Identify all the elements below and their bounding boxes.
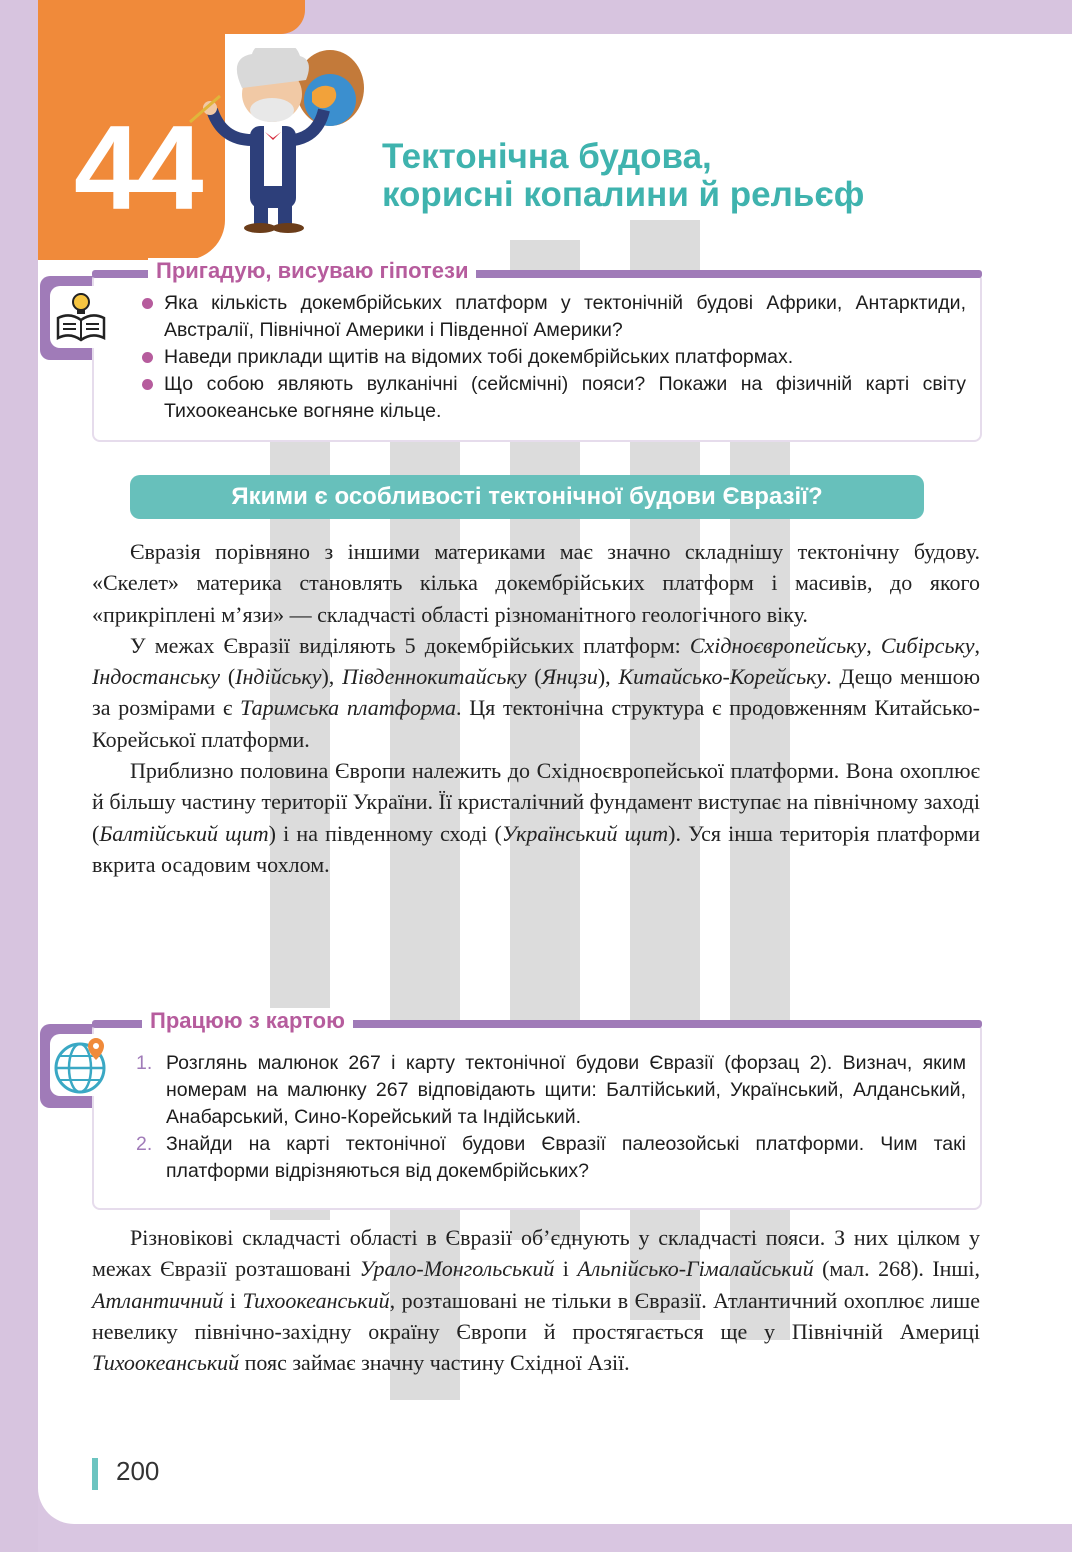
item-number: 2.	[136, 1133, 153, 1155]
item-number: 1.	[136, 1052, 153, 1074]
list-item	[140, 290, 966, 344]
lesson-title	[382, 138, 1032, 214]
list-item	[136, 1131, 966, 1185]
body-text-block-2	[92, 1222, 980, 1378]
list-item-text: Що собою являють вулканічні (сейсмічні) пояси? Покажи на фізичній карті світу Тихоокеанське вогняне кільце.	[164, 373, 966, 422]
list-item-text: Наведи приклади щитів на відомих тобі докембрійських платформах.	[164, 346, 794, 368]
map-box-heading: Працюю з картою	[142, 1008, 353, 1034]
map-box	[92, 1008, 982, 1210]
list-item-text: Розглянь малюнок 267 і карту тектонічної будови Євразії (форзац 2). Визнач, яким номерам на малюнку 267 відповідають щити: Балтійський, Український, Алданський, Анабарський, Сино-Корейський та Індійський.	[166, 1052, 966, 1128]
professor-mascot-illustration	[180, 48, 380, 234]
paragraph: Євразія порівняно з іншими материками має значно складнішу тектонічну будову. «Скелет» материка становлять кілька докембрійських платформ і масивів, до якого «прикріплені м’язи» — складчасті області різноманітного геологічного віку.	[92, 539, 980, 627]
list-item	[136, 1050, 966, 1131]
lesson-title-line-1: Тектонічна будова,	[382, 137, 712, 176]
paragraph: Різновікові складчасті області в Євразії об’єднують у складчасті пояси. З них цілком у межах Євразії розташовані Урало-Монгольський і Альпійсько-Гімалайський (мал. 268). Інші, Атлантичний і Тихоокеанський, розташовані не тільки в Євразії. Атлантичний охоплює лише невелику північно-західну окраїну Європи й простягається ще у Північній Америці Тихоокеанський пояс займає значну частину Східної Азії.	[92, 1225, 980, 1376]
map-task-list	[136, 1050, 966, 1185]
page-number: 200	[116, 1456, 160, 1486]
recall-list	[140, 290, 966, 425]
page-number-bar	[92, 1458, 98, 1490]
recall-box-heading: Пригадую, висуваю гіпотези	[148, 258, 476, 284]
list-item-text: Яка кількість докембрійських платформ у тектонічній будові Африки, Антарктиди, Австралії, Північної Америки і Південної Америки?	[164, 292, 966, 341]
lesson-number: 44	[74, 101, 200, 235]
paragraph: Приблизно половина Європи належить до Східноєвропейської платформи. Вона охоплює й більшу частину території України. Її кристалічний фундамент виступає на північному заході (Балтійський щит) і на південному сході (Український щит). Уся інша територія платформи вкрита осадовим чохлом.	[92, 758, 980, 877]
section-heading: Якими є особливості тектонічної будови Євразії?	[130, 475, 924, 519]
list-item	[140, 344, 966, 371]
bullet-dot	[142, 352, 153, 363]
paragraph: У межах Євразії виділяють 5 докембрійських платформ: Східноєвропейську, Сибірську, Індостанську (Індійську), Південнокитайську (Янцзи), Китайсько-Корейську. Дещо меншою за розмірами є Таримська платформа. Ця тектонічна структура є продовженням Китайсько-Корейської платформи.	[92, 632, 981, 752]
recall-box	[92, 258, 982, 442]
list-item-text: Знайди на карті тектонічної будови Євразії палеозойські платформи. Чим такі платформи відрізняються від докембрійських?	[166, 1133, 966, 1182]
orange-tab	[0, 0, 305, 34]
bullet-dot	[142, 379, 153, 390]
body-text-block-1	[92, 536, 980, 880]
lesson-title-line-2: корисні копалини й рельєф	[382, 175, 865, 214]
book-lightbulb-icon	[50, 286, 112, 348]
list-item	[140, 371, 966, 425]
globe-pin-icon	[50, 1034, 112, 1096]
left-margin-strip	[0, 0, 38, 1552]
bullet-dot	[142, 298, 153, 309]
